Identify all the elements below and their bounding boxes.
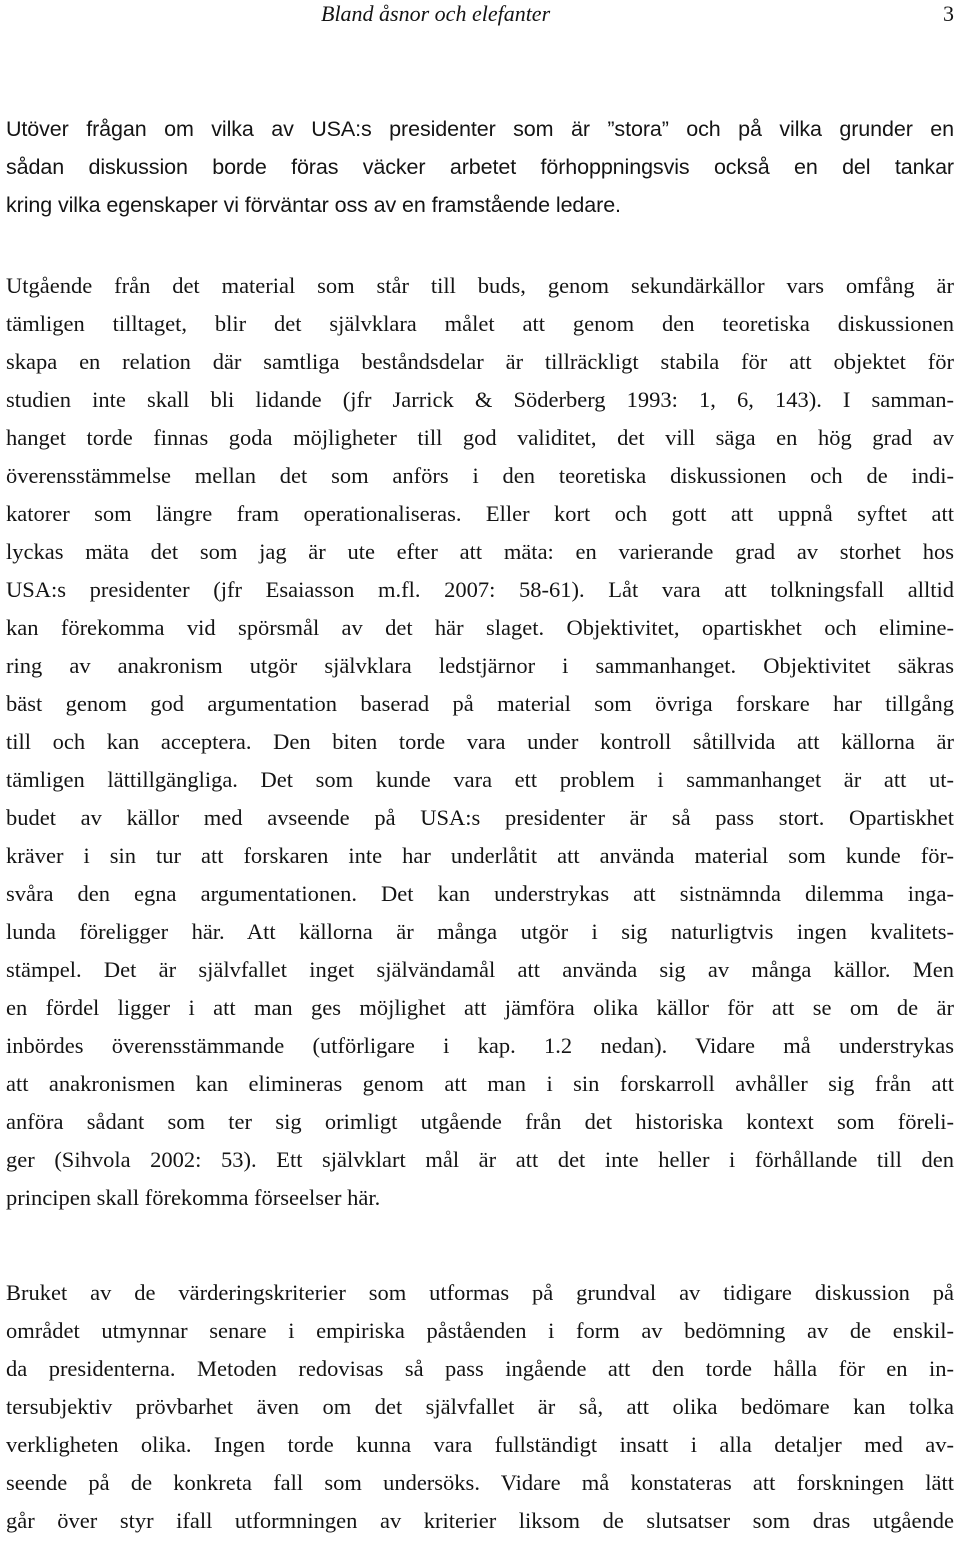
text-line: skapa en relation där samtliga beståndsdelar är tillräckligt stabila för att objektet för (6, 349, 954, 374)
text-line: överensstämmelse mellan det som anförs i den teoretiska diskussionen och de indi- (6, 463, 954, 488)
text-line: verkligheten olika. Ingen torde kunna vara fullständigt insatt i alla detaljer med av- (6, 1432, 954, 1457)
text-line: en fördel ligger i att man ges möjlighet att jämföra olika källor för att se om de är (6, 995, 954, 1020)
paragraph-method (6, 267, 954, 1217)
text-line: sådan diskussion borde föras väcker arbetet förhoppningsvis också en del tankar (6, 155, 954, 179)
text-line: budet av källor med avseende på USA:s presidenter är så pass stort. Opartiskhet (6, 805, 954, 830)
text-line: tämligen lättillgängliga. Det som kunde vara ett problem i sammanhanget är att ut- (6, 767, 954, 792)
running-header (0, 0, 960, 30)
text-line: seende på de konkreta fall som undersöks. Vidare må konstateras att forskningen lätt (6, 1470, 954, 1495)
text-line: Bruket av de värderingskriterier som utformas på grundval av tidigare diskussion på (6, 1280, 954, 1305)
text-line: hanget torde finnas goda möjligheter till god validitet, det vill säga en hög grad av (6, 425, 954, 450)
text-line: Utgående från det material som står till buds, genom sekundärkällor vars omfång är (6, 273, 954, 298)
text-line: lyckas mäta det som jag är ute efter att mäta: en varierande grad av storhet hos (6, 539, 954, 564)
paragraph-criteria (6, 1274, 954, 1540)
text-line: kan förekomma vid spörsmål av det här slaget. Objektivitet, opartiskhet och elimine- (6, 615, 954, 640)
text-line: lunda föreligger här. Att källorna är många utgör i sig naturligtvis ingen kvalitets- (6, 919, 954, 944)
running-header-title: Bland åsnor och elefanter (321, 1, 551, 26)
text-line: till och kan acceptera. Den biten torde vara under kontroll såtillvida att källorna är (6, 729, 954, 754)
text-line: att anakronismen kan elimineras genom att man i sin forskarroll avhåller sig från att (6, 1071, 954, 1096)
text-line: går över styr ifall utformningen av kriterier liksom de slutsatser som dras utgående (6, 1508, 954, 1533)
text-line: inbördes överensstämmande (utförligare i kap. 1.2 nedan). Vidare må understrykas (6, 1033, 954, 1058)
text-line: stämpel. Det är självfallet inget självändamål att använda sig av många källor. Men (6, 957, 954, 982)
text-line: Utöver frågan om vilka av USA:s presidenter som är ”stora” och på vilka grunder en (6, 117, 954, 141)
text-line: ring av anakronism utgör självklara ledstjärnor i sammanhanget. Objektivitet säkras (6, 653, 954, 678)
text-line: anföra sådant som ter sig orimligt utgående från det historiska kontext som föreli- (6, 1109, 954, 1134)
text-line: studien inte skall bli lidande (jfr Jarrick & Söderberg 1993: 1, 6, 143). I samman- (6, 387, 954, 412)
text-line: ger (Sihvola 2002: 53). Ett självklart mål är att det inte heller i förhållande till den (6, 1147, 954, 1172)
text-line: svåra den egna argumentationen. Det kan understrykas att sistnämnda dilemma inga- (6, 881, 954, 906)
text-line: kring vilka egenskaper vi förväntar oss av en framstående ledare. (6, 193, 621, 217)
paragraph-intro (6, 110, 954, 224)
text-line: USA:s presidenter (jfr Esaiasson m.fl. 2007: 58-61). Låt vara att tolkningsfall alltid (6, 577, 954, 602)
text-line: kräver i sin tur att forskaren inte har underlåtit att använda material som kunde för- (6, 843, 954, 868)
text-line: området utmynnar senare i empiriska påståenden i form av bedömning av de enskil- (6, 1318, 954, 1343)
text-line: katorer som längre fram operationaliseras. Eller kort och gott att uppnå syftet att (6, 501, 954, 526)
text-line: bäst genom god argumentation baserad på material som övriga forskare har tillgång (6, 691, 954, 716)
page-number: 3 (943, 1, 954, 26)
text-line: tersubjektiv prövbarhet även om det självfallet är så, att olika bedömare kan tolka (6, 1394, 954, 1419)
text-line: da presidenterna. Metoden redovisas så pass ingående att den torde hålla för en in- (6, 1356, 954, 1381)
text-line: tämligen tilltaget, blir det självklara målet att genom den teoretiska diskussionen (6, 311, 954, 336)
text-line: principen skall förekomma förseelser här. (6, 1185, 381, 1210)
